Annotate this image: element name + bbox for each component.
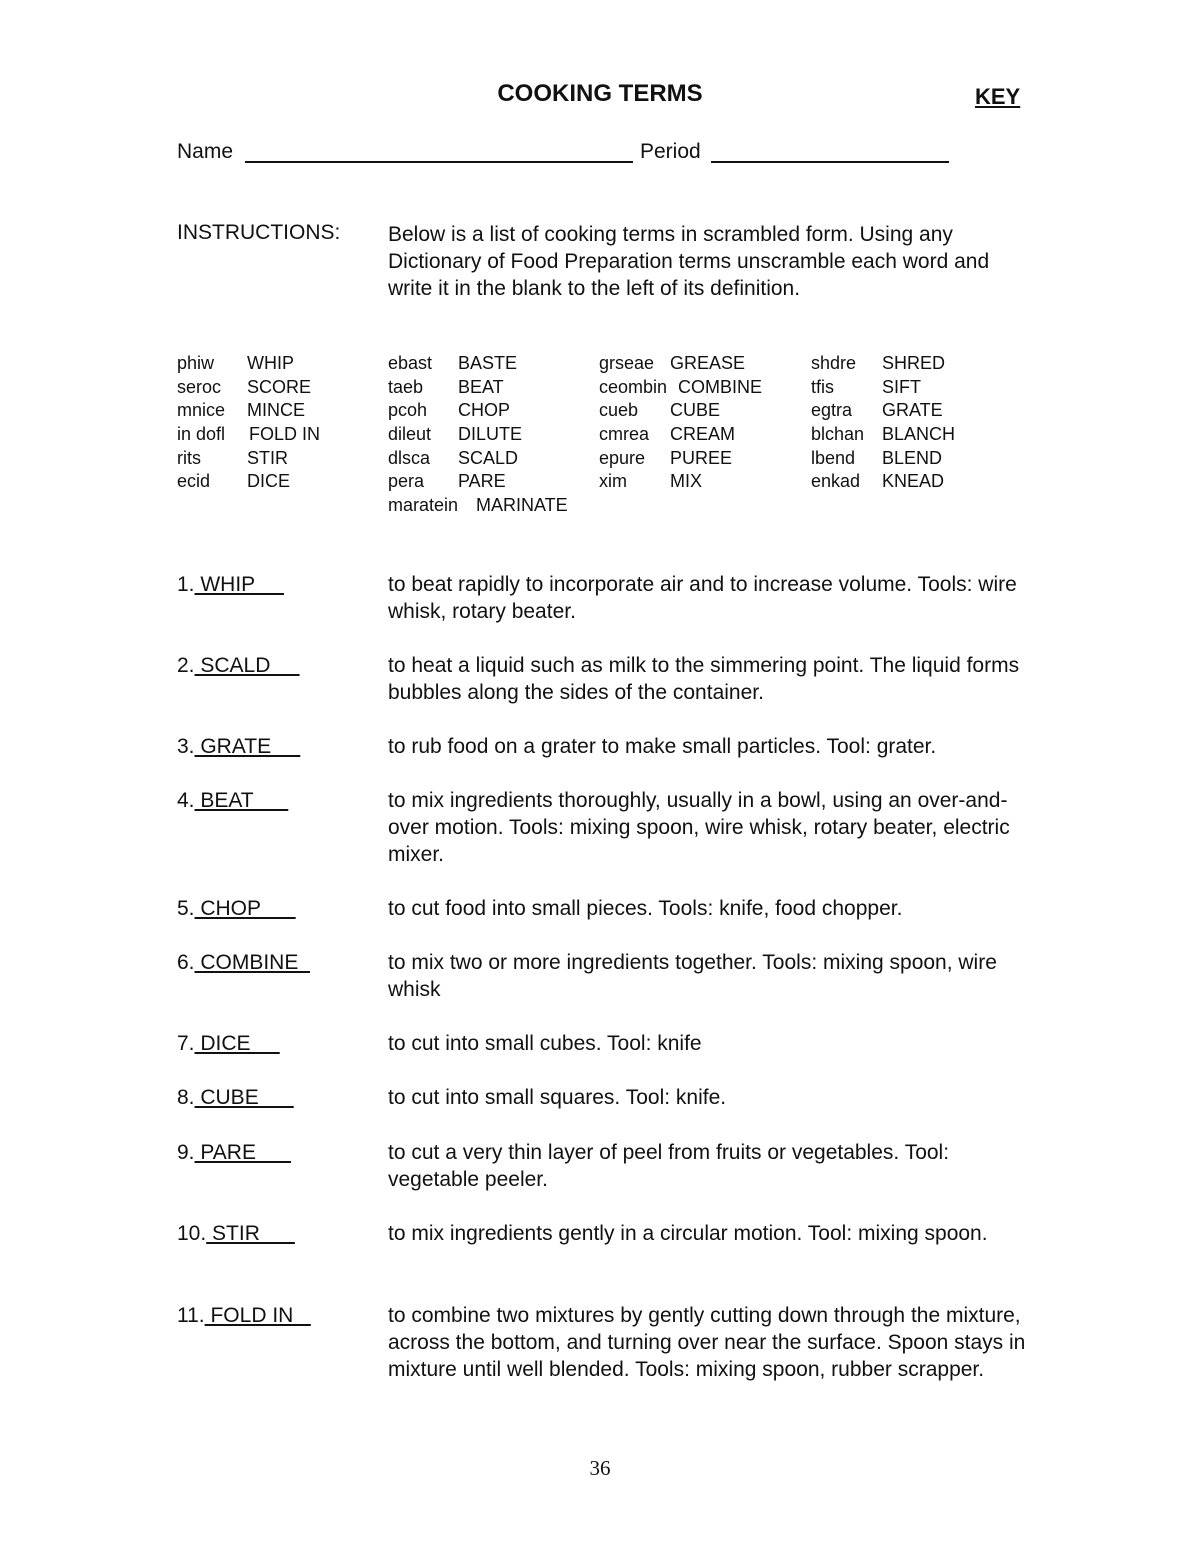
answer-blank[interactable]: STIR (206, 1222, 295, 1245)
definition-number-answer (177, 949, 310, 976)
scrambled-word: tfis (811, 376, 835, 397)
unscrambled-word: PUREE (670, 447, 733, 468)
scrambled-word: enkad (811, 471, 861, 492)
unscrambled-word: SCALD (458, 447, 519, 468)
scrambled-word: rits (177, 447, 201, 468)
scrambled-word: cueb (599, 400, 639, 421)
definition-text: to rub food on a grater to make small particles. Tool: grater. (388, 735, 937, 758)
definition-number: 5. (177, 897, 195, 920)
unscrambled-word: WHIP (247, 353, 294, 373)
unscrambled-word: MIX (670, 471, 703, 492)
definition-number-answer (177, 895, 296, 922)
answer-blank[interactable]: PARE (194, 1141, 291, 1164)
scrambled-word: lbend (811, 447, 856, 468)
instructions-label: INSTRUCTIONS: (177, 221, 341, 244)
scrambled-word: grseae (599, 353, 655, 373)
scrambled-word: blchan (811, 424, 865, 445)
definition-number-answer (177, 1220, 295, 1247)
scrambled-word: cmrea (599, 424, 650, 445)
definition-number-answer (177, 1030, 280, 1057)
period-label: Period (640, 140, 701, 163)
definition-text: to combine two mixtures by gently cutting down through the mixture, across the bottom, and turning over near the surface. Spoon stays in mixture until well blended. Tools: mixing spoon, rubber scrapper. (388, 1304, 1026, 1381)
unscrambled-word: CHOP (458, 400, 511, 421)
answer-blank[interactable]: COMBINE (194, 951, 311, 974)
definition-number-answer (177, 733, 300, 760)
definition-text: to cut into small cubes. Tool: knife (388, 1032, 702, 1055)
definition-number: 11. (177, 1304, 205, 1327)
definition-number-answer (177, 787, 288, 814)
definition-text: to cut into small squares. Tool: knife. (388, 1086, 727, 1109)
answer-blank[interactable]: GRATE (194, 735, 301, 758)
unscrambled-word: SCORE (247, 376, 312, 397)
scrambled-word: seroc (177, 376, 222, 397)
definition-number: 7. (177, 1032, 195, 1055)
definition-text: to mix two or more ingredients together. Tools: mixing spoon, wire whisk (388, 951, 997, 1001)
unscrambled-word: SHRED (882, 353, 946, 373)
unscrambled-word: BEAT (458, 376, 504, 397)
scrambled-word: pcoh (388, 400, 428, 421)
answer-blank[interactable]: WHIP (194, 573, 284, 596)
definition-number: 4. (177, 789, 195, 812)
answer-blank[interactable]: CUBE (194, 1086, 294, 1109)
definition-number-answer (177, 652, 300, 679)
page-title: COOKING TERMS (497, 80, 703, 107)
definition-number: 8. (177, 1086, 195, 1109)
unscrambled-word: GREASE (670, 353, 746, 373)
key-label: KEY (975, 84, 1021, 109)
definition-text: to beat rapidly to incorporate air and to increase volume. Tools: wire whisk, rotary beater. (388, 573, 1017, 623)
name-blank[interactable] (245, 161, 633, 163)
unscrambled-word: BASTE (458, 353, 518, 373)
scrambled-word: phiw (177, 353, 215, 373)
scrambled-word: pera (388, 471, 425, 492)
answer-blank[interactable]: DICE (194, 1032, 280, 1055)
definition-number: 3. (177, 735, 195, 758)
definition-number: 6. (177, 951, 195, 974)
scrambled-word: dileut (388, 424, 432, 445)
unscrambled-word: DICE (247, 471, 291, 492)
definition-text: to cut a very thin layer of peel from fruits or vegetables. Tool: vegetable peeler. (388, 1141, 950, 1191)
name-label: Name (177, 140, 234, 163)
definition-number-answer (177, 1139, 291, 1166)
unscrambled-word: BLANCH (882, 424, 956, 445)
scrambled-word: maratein (388, 495, 459, 516)
scrambled-word: taeb (388, 376, 424, 397)
unscrambled-word: STIR (247, 447, 289, 468)
page-number: 36 (589, 1456, 611, 1480)
unscrambled-word: CREAM (670, 424, 736, 445)
scrambled-word: dlsca (388, 447, 431, 468)
definition-text: to mix ingredients gently in a circular motion. Tool: mixing spoon. (388, 1222, 988, 1245)
scrambled-word: mnice (177, 400, 226, 421)
unscrambled-word: FOLD IN (249, 424, 321, 445)
scrambled-word: ebast (388, 353, 433, 373)
scrambled-word: xim (599, 471, 627, 492)
definition-number-answer (177, 571, 284, 598)
unscrambled-word: BLEND (882, 447, 943, 468)
scrambled-word: in dofl (177, 424, 226, 445)
unscrambled-word: DILUTE (458, 424, 523, 445)
answer-blank[interactable]: SCALD (194, 654, 300, 677)
scrambled-word: ceombin (599, 376, 668, 397)
unscrambled-word: PARE (458, 471, 506, 492)
unscrambled-word: MARINATE (476, 495, 568, 516)
scrambled-word: shdre (811, 353, 857, 373)
scrambled-word: ecid (177, 471, 211, 492)
definition-number-answer (177, 1302, 311, 1329)
definition-number-answer (177, 1084, 294, 1111)
period-blank[interactable] (711, 161, 949, 163)
scrambled-word: egtra (811, 400, 853, 421)
scrambled-word: epure (599, 447, 646, 468)
unscrambled-word: GRATE (882, 400, 943, 421)
definition-text: to mix ingredients thoroughly, usually in a bowl, using an over-and-over motion. Tools: mixing spoon, wire whisk, rotary beater, electric mixer. (388, 789, 1010, 866)
unscrambled-word: CUBE (670, 400, 721, 421)
unscrambled-word: SIFT (882, 376, 921, 397)
instructions-text: Below is a list of cooking terms in scrambled form. Using any Dictionary of Food Preparation terms unscramble each word and write it in the blank to the left of its definition. (388, 223, 990, 300)
answer-blank[interactable]: CHOP (194, 897, 296, 920)
answer-blank[interactable]: FOLD IN (204, 1304, 311, 1327)
definition-number: 9. (177, 1141, 195, 1164)
definition-text: to heat a liquid such as milk to the simmering point. The liquid forms bubbles along the sides of the container. (388, 654, 1020, 704)
definition-text: to cut food into small pieces. Tools: knife, food chopper. (388, 897, 903, 920)
unscrambled-word: COMBINE (678, 376, 763, 397)
definition-number: 1. (177, 573, 195, 596)
answer-blank[interactable]: BEAT (194, 789, 289, 812)
unscrambled-word: MINCE (247, 400, 305, 421)
unscrambled-word: KNEAD (882, 471, 945, 492)
definition-number: 2. (177, 654, 195, 677)
definition-number: 10. (177, 1222, 207, 1245)
